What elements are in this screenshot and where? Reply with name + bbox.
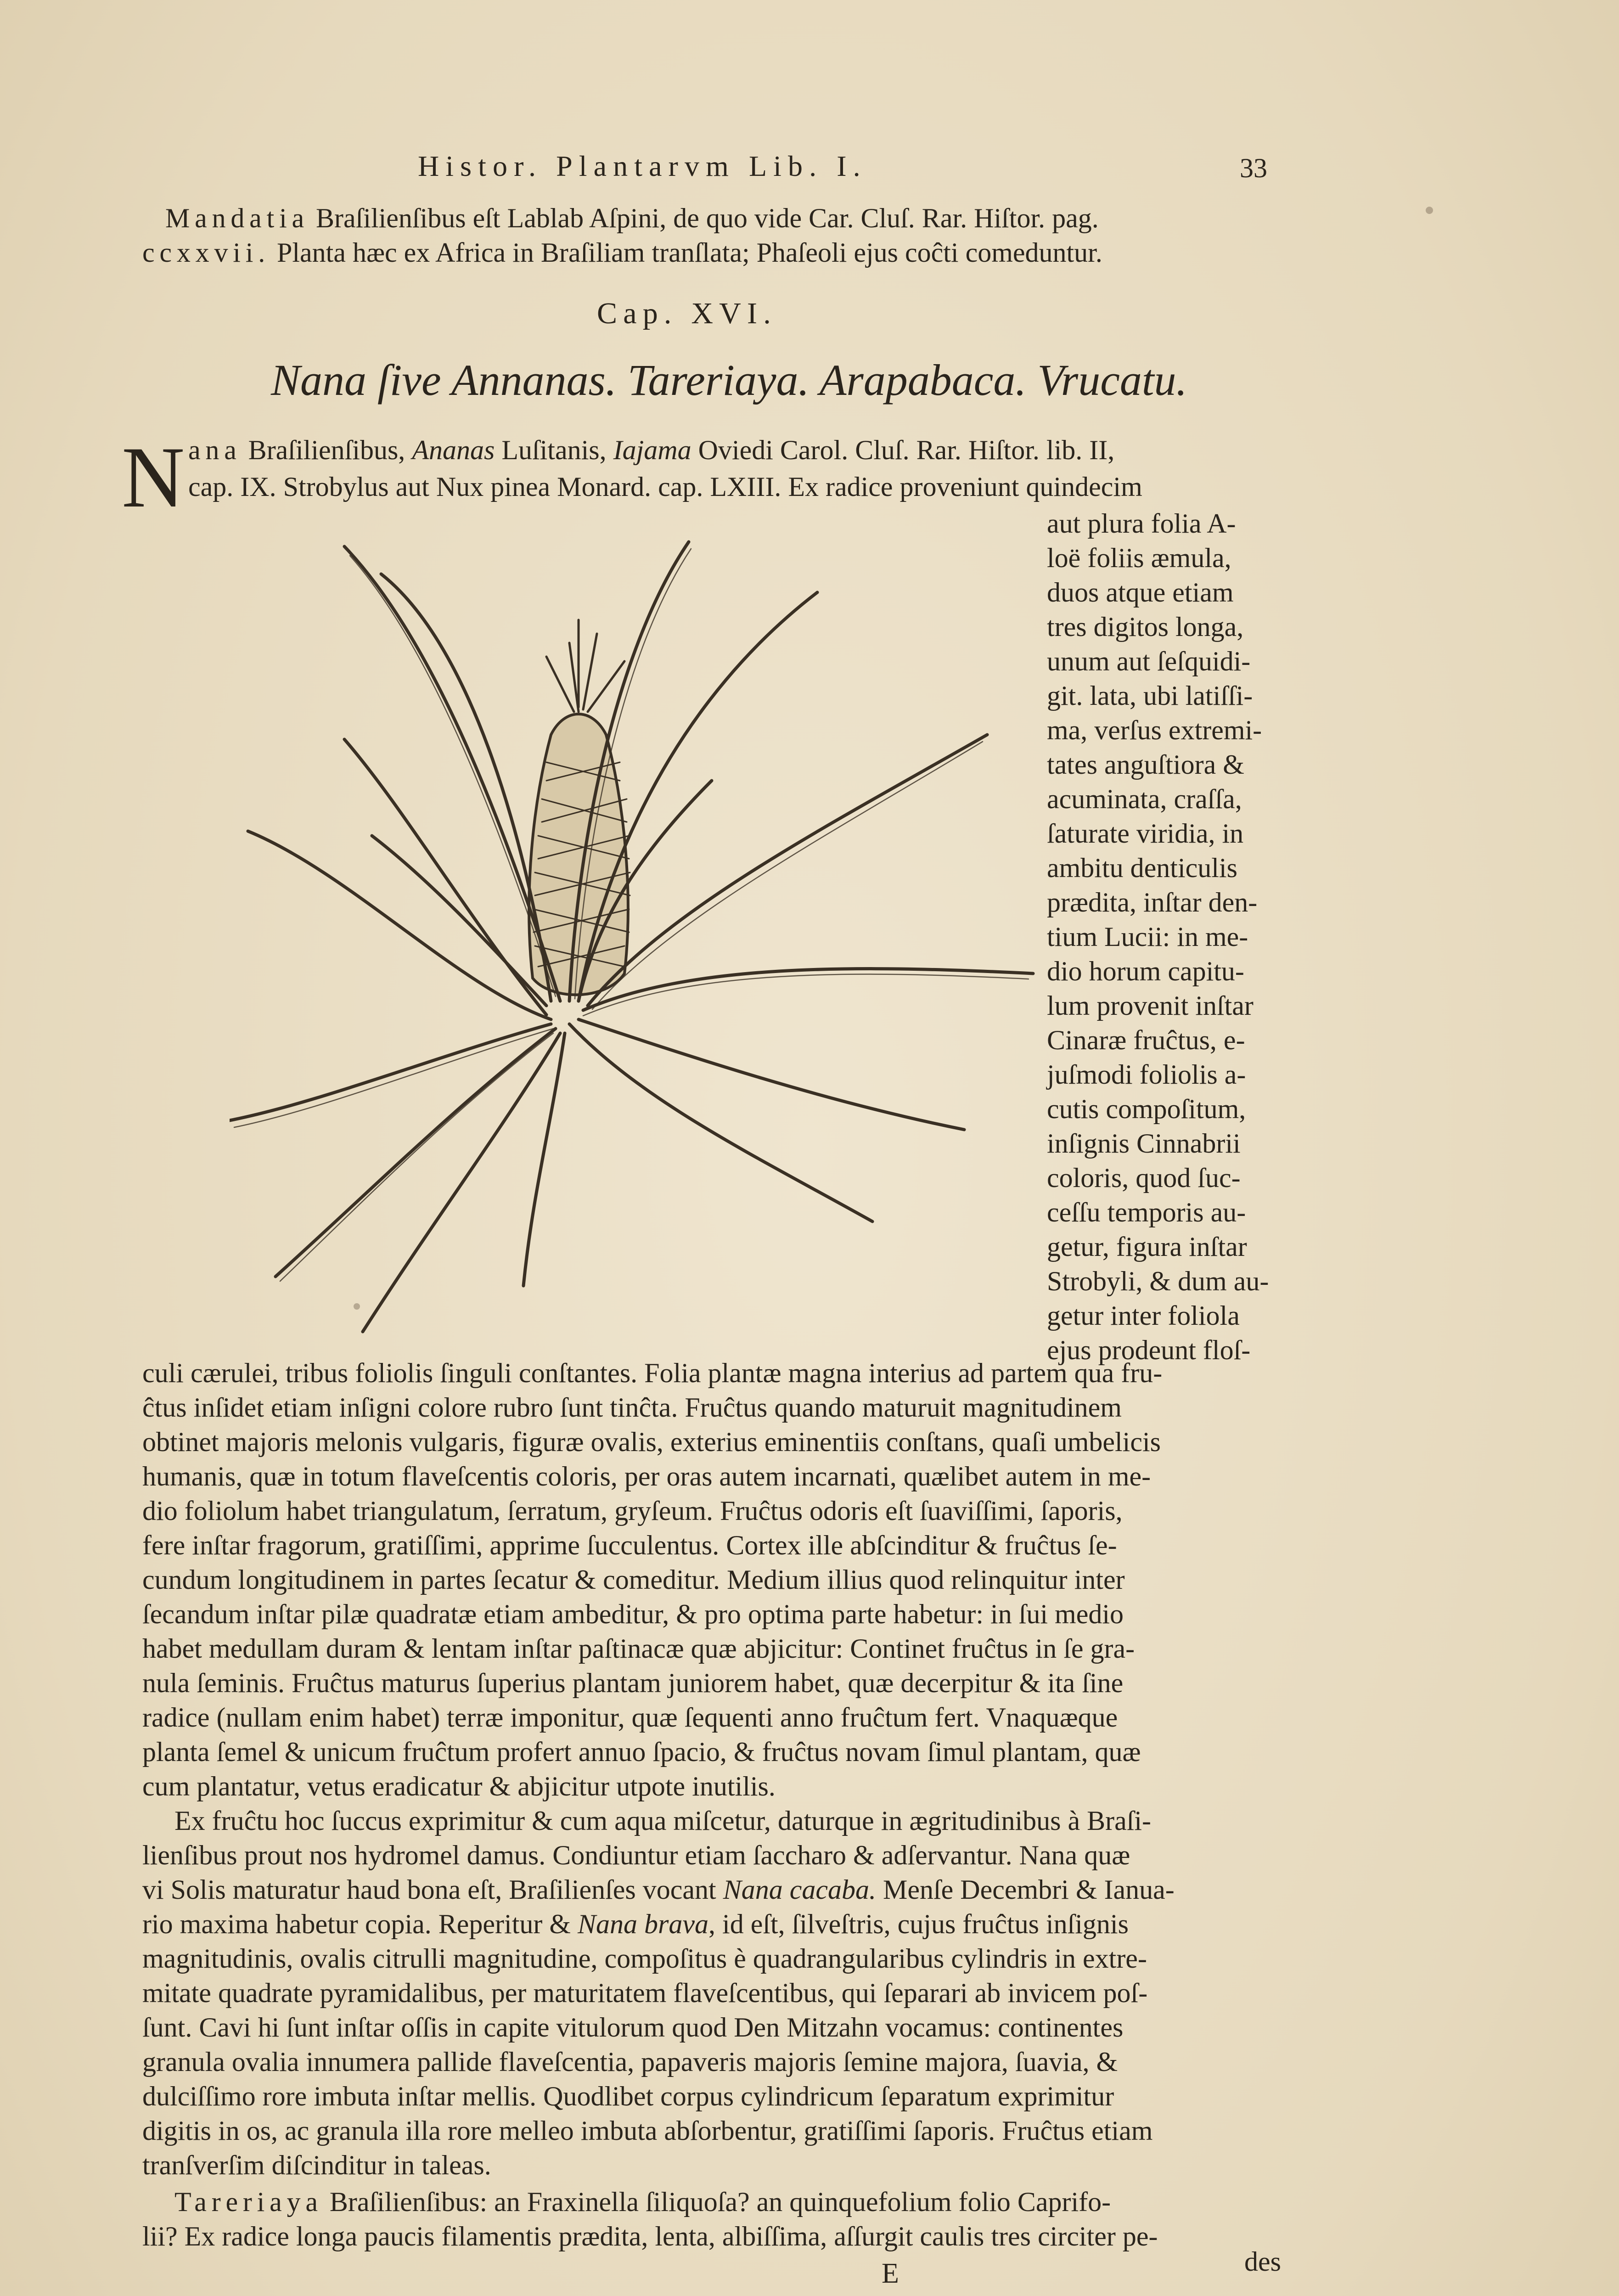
intro-smallcaps-2: ccxxvii. xyxy=(142,237,270,268)
para2-text: Menſe Decembri & Ianua- xyxy=(876,1874,1175,1905)
body-line: culi cærulei, tribus foliolis ſinguli conſtantes. Folia plantæ magna interius ad partem qua fru- xyxy=(142,1358,1163,1388)
drop-initial: N xyxy=(122,429,185,526)
side-line: cutis compoſitum, xyxy=(1047,1094,1246,1124)
tareriaya-line-2: lii? Ex radice longa paucis filamentis prædita, lenta, albiſſima, aſſurgit caulis tres circiter pe- xyxy=(142,2221,1158,2251)
side-line: ejus prodeunt floſ- xyxy=(1047,1335,1251,1365)
speck-mark xyxy=(354,1303,360,1310)
para2-line: lienſibus prout nos hydromel damus. Condiuntur etiam ſaccharo & adſervantur. Nana quæ xyxy=(142,1840,1130,1870)
side-line: dio horum capitu- xyxy=(1047,956,1244,986)
side-line: prædita, inſtar den- xyxy=(1047,887,1258,917)
running-head: Histor. Plantarvm Lib. I. xyxy=(418,150,867,182)
side-line: Cinaræ fruĉtus, e- xyxy=(1047,1025,1245,1055)
side-line: ſaturate viridia, in xyxy=(1047,818,1244,849)
para2-line: tranſverſim diſcinditur in taleas. xyxy=(142,2150,491,2180)
page-number: 33 xyxy=(1240,153,1267,183)
body-line: nula ſeminis. Fruĉtus maturus ſuperius plantam juniorem habet, quæ decerpitur & ita ſine xyxy=(142,1668,1124,1698)
intro-text-1: Braſilienſibus eſt Lablab Aſpini, de quo vide Car. Cluſ. Rar. Hiſtor. pag. xyxy=(309,203,1099,233)
chapter-title: Nana ſive Annanas. Tareriaya. Arapabaca. Vrucatu. xyxy=(271,355,1187,405)
side-line: getur, figura inſtar xyxy=(1047,1232,1247,1262)
side-line: getur inter foliola xyxy=(1047,1300,1240,1331)
para2-italic: Nana brava xyxy=(578,1909,709,1939)
para2-italic: Nana cacaba. xyxy=(723,1874,876,1905)
body-line: humanis, quæ in totum flaveſcentis coloris, per oras autem incarnati, quælibet autem in me- xyxy=(142,1461,1151,1491)
pineapple-plant-illustration xyxy=(230,505,1056,1341)
side-line: loë foliis æmula, xyxy=(1047,543,1231,573)
intro-line-2 xyxy=(142,239,1102,266)
side-line: Strobyli, & dum au- xyxy=(1047,1266,1269,1296)
chapter-label: Cap. XVI. xyxy=(597,297,777,330)
side-line: tium Lucii: in me- xyxy=(1047,922,1248,952)
para2-line: ſunt. Cavi hi ſunt inſtar oſſis in capite vitulorum quod Den Mitzahn vocamus: continentes xyxy=(142,2012,1124,2043)
nana-italic-iajama: Iajama xyxy=(613,435,691,465)
para2-line: granula ovalia innumera pallide flaveſcentia, papaveris majoris ſemine majora, ſuavia, & xyxy=(142,2047,1118,2077)
nana-text-c: Oviedi Carol. Cluſ. Rar. Hiſtor. lib. II, xyxy=(691,435,1115,465)
side-line: inſignis Cinnabrii xyxy=(1047,1128,1241,1159)
side-line: ambitu denticulis xyxy=(1047,853,1237,883)
nana-text-b: Luſitanis, xyxy=(495,435,613,465)
body-line: ſecandum inſtar pilæ quadratæ etiam ambeditur, & pro optima parte habetur: in ſui medio xyxy=(142,1599,1124,1629)
para2-text: rio maxima habetur copia. Reperitur & xyxy=(142,1909,578,1939)
nana-line-1 xyxy=(188,436,1114,464)
para2-line: magnitudinis, ovalis citrulli magnitudine, compoſitus è quadrangularibus cylindris in extre- xyxy=(142,1943,1147,1974)
body-line: habet medullam duram & lentam inſtar paſtinacæ quæ abjicitur: Continet fruĉtus in ſe gra- xyxy=(142,1633,1135,1664)
para2-line: digitis in os, ac granula illa rore melleo imbuta abſorbentur, gratiſſimi ſaporis. Fruĉtus etiam xyxy=(142,2116,1153,2146)
side-line: acuminata, craſſa, xyxy=(1047,784,1242,814)
tareriaya-line-1 xyxy=(174,2188,1111,2216)
signature-mark: E xyxy=(882,2258,899,2289)
nana-smallcaps: ana xyxy=(188,435,242,465)
side-line: lum provenit inſtar xyxy=(1047,990,1254,1021)
side-line: coloris, quod ſuc- xyxy=(1047,1163,1241,1193)
side-line: git. lata, ubi latiſſi- xyxy=(1047,681,1253,711)
para2-line: dulciſſimo rore imbuta inſtar mellis. Quodlibet corpus cylindricum ſeparatum exprimitur xyxy=(142,2081,1114,2111)
side-line: ceſſu temporis au- xyxy=(1047,1197,1246,1227)
intro-smallcaps-1: Mandatia xyxy=(165,203,309,233)
nana-line-2: cap. IX. Strobylus aut Nux pinea Monard. cap. LXIII. Ex radice proveniunt quindecim xyxy=(188,472,1142,502)
intro-text-2: Planta hæc ex Africa in Braſiliam tranſlata; Phaſeoli ejus coĉti comeduntur. xyxy=(270,237,1102,268)
side-column xyxy=(1047,510,1304,1371)
speck-mark xyxy=(1426,207,1433,214)
side-line: aut plura folia A- xyxy=(1047,508,1236,539)
para2-text: , id eſt, ſilveſtris, cujus fruĉtus inſignis xyxy=(708,1909,1129,1939)
para2-line: mitate quadrate pyramidalibus, per maturitatem flaveſcentibus, qui ſeparari ab invicem poſ- xyxy=(142,1978,1148,2008)
tareriaya-text: Braſilienſibus: an Fraxinella ſiliquoſa? an quinquefolium folio Caprifo- xyxy=(322,2187,1111,2217)
side-line: juſmodi foliolis a- xyxy=(1047,1059,1246,1090)
para2-line xyxy=(142,1910,1129,1938)
para2-text: vi Solis maturatur haud bona eſt, Braſilienſes vocant xyxy=(142,1874,723,1905)
nana-text-a: Braſilienſibus, xyxy=(241,435,412,465)
body-line: cum plantatur, vetus eradicatur & abjicitur utpote inutilis. xyxy=(142,1771,776,1801)
body-line: obtinet majoris melonis vulgaris, figuræ ovalis, exterius eminentiis conſtans, quaſi umbelicis xyxy=(142,1427,1161,1457)
side-line: duos atque etiam xyxy=(1047,577,1234,608)
body-line: radice (nullam enim habet) terræ imponitur, quæ ſequenti anno fruĉtum fert. Vnaquæque xyxy=(142,1702,1118,1733)
para2-line: Ex fruĉtu hoc ſuccus exprimitur & cum aqua miſcetur, daturque in ægritudinibus à Braſi- xyxy=(174,1806,1152,1836)
catchword: des xyxy=(1244,2246,1281,2277)
side-line: tres digitos longa, xyxy=(1047,612,1244,642)
body-line: fere inſtar fragorum, gratiſſimi, apprime ſucculentus. Cortex ille abſcinditur & fruĉtus ſe- xyxy=(142,1530,1117,1560)
side-line: unum aut ſeſquidi- xyxy=(1047,646,1251,676)
nana-italic-ananas: Ananas xyxy=(412,435,495,465)
body-line: dio foliolum habet triangulatum, ſerratum, gryſeum. Fruĉtus odoris eſt ſuaviſſimi, ſaporis, xyxy=(142,1496,1123,1526)
body-line: ĉtus inſidet etiam inſigni colore rubro ſunt tinĉta. Fruĉtus quando maturuit magnitudinem xyxy=(142,1392,1122,1423)
para2-line xyxy=(142,1876,1175,1903)
tareriaya-smallcaps: Tareriaya xyxy=(174,2187,323,2217)
body-line: planta ſemel & unicum fruĉtum profert annuo ſpacio, & fruĉtus novam ſimul plantam, quæ xyxy=(142,1737,1141,1767)
side-line: ma, verſus extremi- xyxy=(1047,715,1262,745)
side-line: tates anguſtiora & xyxy=(1047,749,1244,780)
intro-line-1 xyxy=(165,204,1099,232)
body-line: cundum longitudinem in partes ſecatur & comeditur. Medium illius quod relinquitur inter xyxy=(142,1564,1125,1595)
